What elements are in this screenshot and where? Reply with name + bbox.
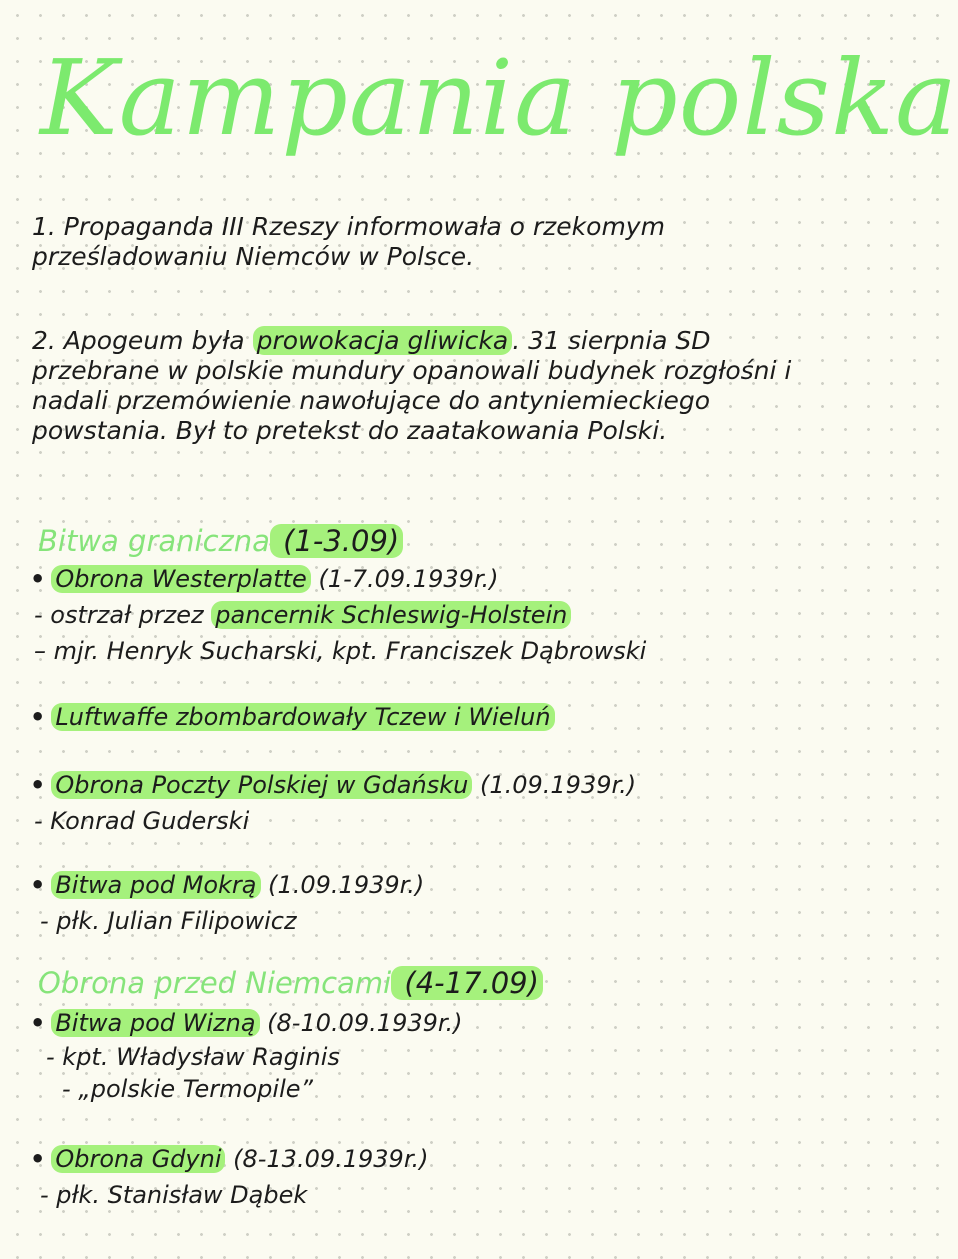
list-item-mokra — [30, 870, 424, 900]
wizna-dates: (8-10.09.1939r.) — [259, 1009, 463, 1037]
paragraph-2-rest: . 31 sierpnia SD przebrane w polskie mundury opanowali budynek rozgłośni i nadali przemówienie nawołujące do antyniemieckiego powstania. Był to pretekst do zaatakowania Polski. — [32, 326, 792, 445]
list-item-wizna — [30, 1008, 463, 1038]
gdynia-dates: (8-13.09.1939r.) — [225, 1145, 429, 1173]
paragraph-2-start: 2. Apogeum była — [32, 326, 253, 355]
list-item-westerplatte — [30, 564, 499, 594]
westerplatte-dates: (1-7.09.1939r.) — [310, 565, 499, 593]
section-2-dates: (4-17.09) — [391, 966, 543, 1000]
wizna-label: Bitwa pod Wizną — [51, 1009, 259, 1037]
bullet-icon: • — [30, 771, 46, 799]
paragraph-2 — [32, 326, 802, 446]
list-item-termopile: - „polskie Termopile” — [62, 1075, 313, 1103]
list-item-guderski: - Konrad Guderski — [34, 807, 250, 835]
paragraph-1: 1. Propaganda III Rzeszy informowała o rzekomym prześladowaniu Niemców w Polsce. — [32, 212, 665, 271]
page-title: Kampania polska — [40, 37, 958, 159]
mokra-label: Bitwa pod Mokrą — [51, 871, 260, 899]
poczta-dates: (1.09.1939r.) — [472, 771, 637, 799]
bullet-icon: • — [30, 871, 46, 899]
list-item-luftwaffe — [30, 702, 555, 732]
section-heading-obrona-przed-niemcami — [38, 966, 543, 1000]
section-2-title: Obrona przed Niemcami — [38, 966, 392, 1000]
mokra-dates: (1.09.1939r.) — [260, 871, 425, 899]
ship-name: pancernik Schleswig-Holstein — [211, 601, 571, 629]
list-item-dowodcy: – mjr. Henryk Sucharski, kpt. Franciszek Dąbrowski — [34, 637, 647, 665]
highlight-prowokacja: prowokacja gliwicka — [253, 326, 513, 355]
section-1-dates: (1-3.09) — [270, 524, 403, 558]
list-item-ostrzal — [34, 600, 571, 630]
ostrzal-text: - ostrzał przez — [34, 601, 212, 629]
gdynia-label: Obrona Gdyni — [51, 1145, 225, 1173]
section-1-title: Bitwa graniczna — [38, 524, 270, 558]
bullet-icon: • — [30, 565, 46, 593]
bullet-icon: • — [30, 1009, 46, 1037]
section-heading-bitwa-graniczna — [38, 524, 403, 558]
bullet-icon: • — [30, 1145, 46, 1173]
westerplatte-label: Obrona Westerplatte — [51, 565, 310, 593]
list-item-dabek: - płk. Stanisław Dąbek — [40, 1181, 308, 1209]
list-item-raginis: - kpt. Władysław Raginis — [46, 1043, 340, 1071]
list-item-poczta — [30, 770, 636, 800]
list-item-filipowicz: - płk. Julian Filipowicz — [40, 907, 297, 935]
poczta-label: Obrona Poczty Polskiej w Gdańsku — [51, 771, 472, 799]
list-item-gdynia — [30, 1144, 428, 1174]
luftwaffe-text: Luftwaffe zbombardowały Tczew i Wieluń — [51, 703, 554, 731]
bullet-icon: • — [30, 703, 46, 731]
